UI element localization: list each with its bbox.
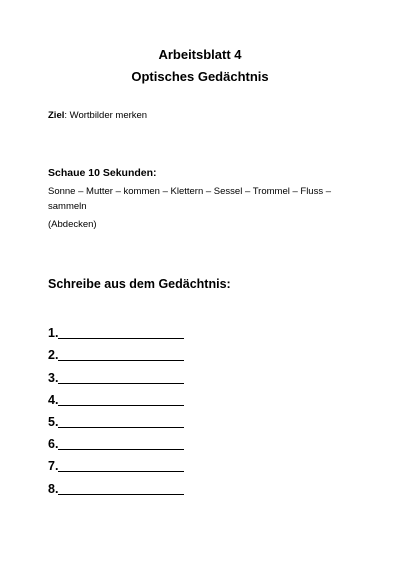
answer-lines: [48, 319, 184, 497]
answer-number: 4.: [48, 392, 59, 407]
answer-blank[interactable]: [58, 382, 184, 384]
goal-label: Ziel: [48, 110, 65, 121]
answer-line: [48, 452, 184, 474]
answer-line: [48, 319, 184, 341]
word-list: Sonne – Mutter – kommen – Klettern – Sessel – Trommel – Fluss – sammeln: [48, 186, 332, 212]
answer-line: [48, 408, 184, 430]
cover-note: (Abdecken): [48, 219, 97, 230]
answer-line: [48, 363, 184, 385]
answer-blank[interactable]: [58, 359, 184, 361]
answer-blank[interactable]: [58, 426, 184, 428]
write-heading: Schreibe aus dem Gedächtnis:: [48, 277, 231, 291]
goal-line: [48, 110, 147, 122]
answer-blank[interactable]: [58, 470, 184, 472]
answer-blank[interactable]: [58, 404, 184, 406]
answer-number: 3.: [48, 370, 59, 385]
answer-blank[interactable]: [58, 493, 184, 495]
answer-line: [48, 430, 184, 452]
worksheet-title: Arbeitsblatt 4: [158, 47, 242, 62]
goal-text: : Wortbilder merken: [64, 110, 148, 121]
memorize-heading: Schaue 10 Sekunden:: [48, 167, 157, 179]
answer-number: 1.: [48, 326, 59, 341]
answer-number: 2.: [48, 348, 59, 363]
answer-number: 6.: [48, 437, 59, 452]
answer-line: [48, 474, 184, 496]
answer-number: 7.: [48, 459, 59, 474]
answer-blank[interactable]: [58, 448, 184, 450]
answer-blank[interactable]: [58, 337, 184, 339]
answer-line: [48, 386, 184, 408]
answer-number: 8.: [48, 481, 59, 496]
answer-number: 5.: [48, 414, 59, 429]
worksheet-subtitle: Optisches Gedächtnis: [131, 69, 269, 84]
answer-line: [48, 341, 184, 363]
